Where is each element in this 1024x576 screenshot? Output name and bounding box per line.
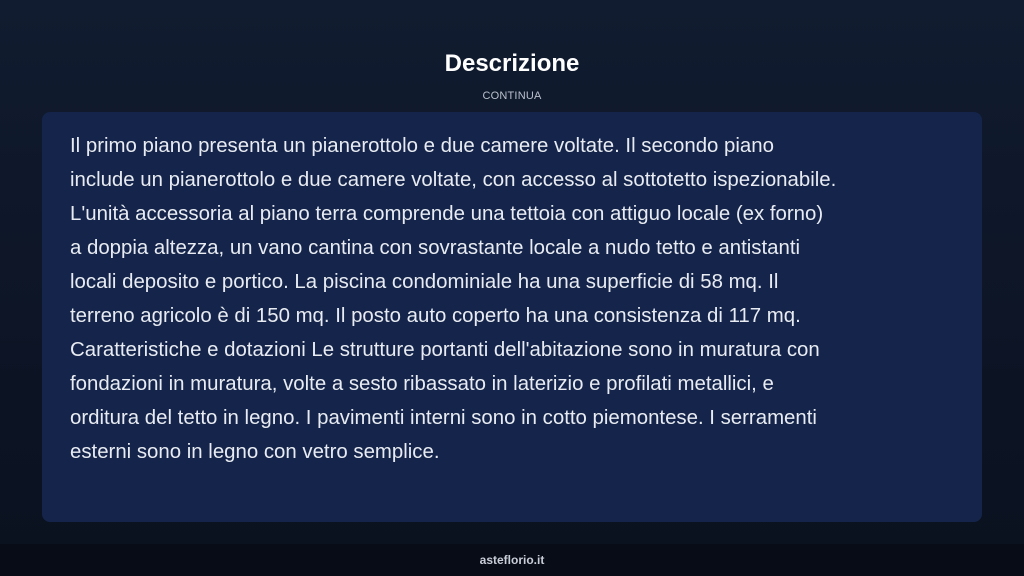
page-subtitle: CONTINUA: [482, 90, 542, 102]
description-text: Il primo piano presenta un pianerottolo e due camere voltate. Il secondo piano include un pianerottolo e due camere voltate, con accesso al sottotetto ispezionabile. L'unità accessoria al piano terra comprende una tettoia con attiguo locale (ex forno) a doppia altezza, un vano cantina con sovrastante locale a nudo tetto e antistanti locali deposito e portico. La piscina condominiale ha una superficie di 58 mq. Il terreno agricolo è di 150 mq. Il posto auto coperto ha una consistenza di 117 mq. Caratteristiche e dotazioni Le strutture portanti dell'abitazione sono in muratura con fondazioni in muratura, volte a sesto ribassato in laterizio e profilati metallici, e orditura del tetto in legno. I pavimenti interni sono in cotto piemontese. I serramenti esterni sono in legno con vetro semplice.: [70, 135, 837, 463]
footer: [0, 544, 1024, 576]
footer-brand: asteflorio.it: [479, 553, 545, 567]
description-card: [42, 112, 982, 522]
page-title: Descrizione: [444, 50, 580, 77]
